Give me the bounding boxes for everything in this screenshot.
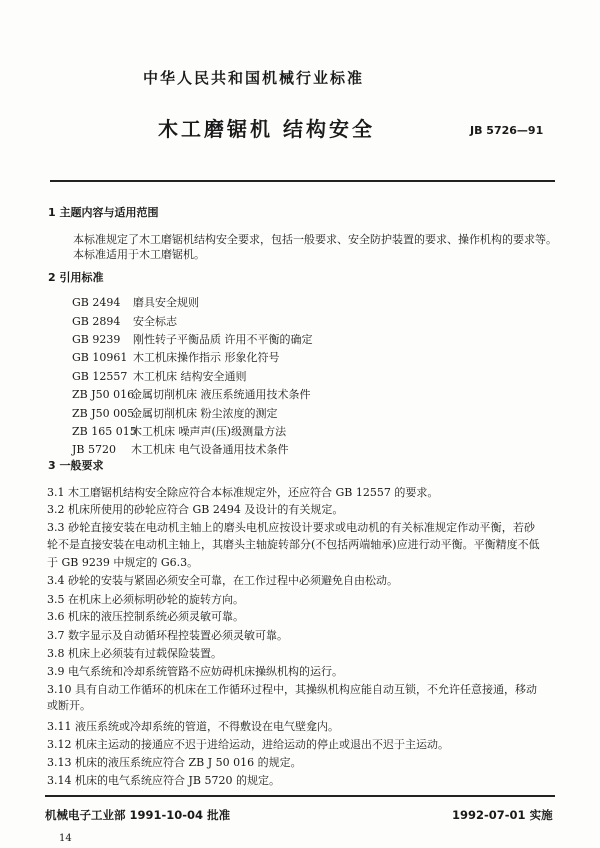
requirement-line: 3.1 木工磨锯机结构安全除应符合本标准规定外，还应符合 GB 12557 的要求。 — [47, 486, 439, 499]
requirement-line: 轮不是直接安装在电动机主轴上，其磨头主轴旋转部分(不包括两端轴承)应进行动平衡。平衡精度不低 — [47, 538, 540, 551]
reference-title: 木工机床 电气设备通用技术条件 — [131, 443, 289, 456]
requirement-line: 3.4 砂轮的安装与紧固必须安全可靠，在工作过程中必须避免自由松动。 — [47, 574, 398, 587]
section-2-heading: 2 引用标准 — [48, 271, 104, 284]
approval-date: 机械电子工业部 1991-10-04 批准 — [45, 808, 231, 822]
reference-title: 安全标志 — [133, 315, 177, 328]
reference-code: JB 5720 — [72, 443, 116, 456]
reference-code: ZB J50 016 — [72, 388, 135, 401]
requirement-line: 3.10 具有自动工作循环的机床在工作循环过程中，其操纵机构应能自动互锁，不允许任意接通，移动 — [47, 683, 537, 696]
requirement-line: 3.3 砂轮直接安装在电动机主轴上的磨头电机应按设计要求或电动机的有关标准规定作动平衡，若砂 — [47, 521, 535, 534]
requirement-line: 3.12 机床主运动的接通应不迟于进给运动，进给运动的停止或退出不迟于主运动。 — [47, 738, 449, 751]
standard-number: JB 5726—91 — [470, 124, 544, 137]
org-title: 中华人民共和国机械行业标准 — [143, 69, 365, 87]
reference-code: ZB J50 005 — [72, 407, 135, 420]
requirement-line: 于 GB 9239 中规定的 G6.3。 — [47, 556, 199, 569]
reference-code: GB 12557 — [72, 370, 128, 383]
requirement-line: 3.5 在机床上必须标明砂轮的旋转方向。 — [47, 593, 244, 606]
doc-title: 木工磨锯机 结构安全 — [158, 117, 375, 141]
reference-code: GB 10961 — [72, 351, 128, 364]
reference-code: GB 2494 — [72, 296, 121, 309]
reference-code: GB 2894 — [72, 315, 121, 328]
requirement-line: 3.13 机床的液压系统应符合 ZB J 50 016 的规定。 — [47, 756, 302, 769]
reference-title: 金属切削机床 粉尘浓度的测定 — [131, 407, 278, 420]
section-1-line: 本标准规定了木工磨锯机结构安全要求，包括一般要求、安全防护装置的要求、操作机构的要求等。 — [73, 233, 557, 246]
reference-code: GB 9239 — [72, 333, 121, 346]
reference-title: 磨具安全规则 — [133, 296, 199, 309]
section-1-line: 本标准适用于木工磨锯机。 — [73, 248, 205, 261]
section-3-heading: 3 一般要求 — [48, 459, 104, 472]
section-1-heading: 1 主题内容与适用范围 — [48, 206, 159, 219]
reference-title: 金属切削机床 液压系统通用技术条件 — [131, 388, 311, 401]
reference-title: 木工机床 结构安全通则 — [133, 370, 247, 383]
reference-title: 木工机床操作指示 形象化符号 — [133, 351, 280, 364]
requirement-line: 或断开。 — [47, 699, 91, 712]
requirement-line: 3.14 机床的电气系统应符合 JB 5720 的规定。 — [47, 774, 280, 787]
page-number: 14 — [59, 833, 72, 844]
requirement-line: 3.11 液压系统或冷却系统的管道，不得敷设在电气壁龛内。 — [47, 720, 339, 733]
requirement-line: 3.6 机床的液压控制系统必须灵敏可靠。 — [47, 610, 244, 623]
requirement-line: 3.2 机床所使用的砂轮应符合 GB 2494 及设计的有关规定。 — [47, 503, 344, 516]
header-rule — [50, 180, 555, 182]
footer-rule — [45, 795, 555, 797]
requirement-line: 3.8 机床上必须装有过载保险装置。 — [47, 647, 222, 660]
requirement-line: 3.9 电气系统和冷却系统管路不应妨碍机床操纵机构的运行。 — [47, 665, 343, 678]
requirement-line: 3.7 数字显示及自动循环程控装置必须灵敏可靠。 — [47, 629, 288, 642]
reference-title: 刚性转子平衡品质 许用不平衡的确定 — [133, 333, 313, 346]
reference-code: ZB 165 015 — [72, 425, 137, 438]
reference-title: 木工机床 噪声声(压)级测量方法 — [131, 425, 287, 438]
effective-date: 1992-07-01 实施 — [452, 808, 553, 822]
